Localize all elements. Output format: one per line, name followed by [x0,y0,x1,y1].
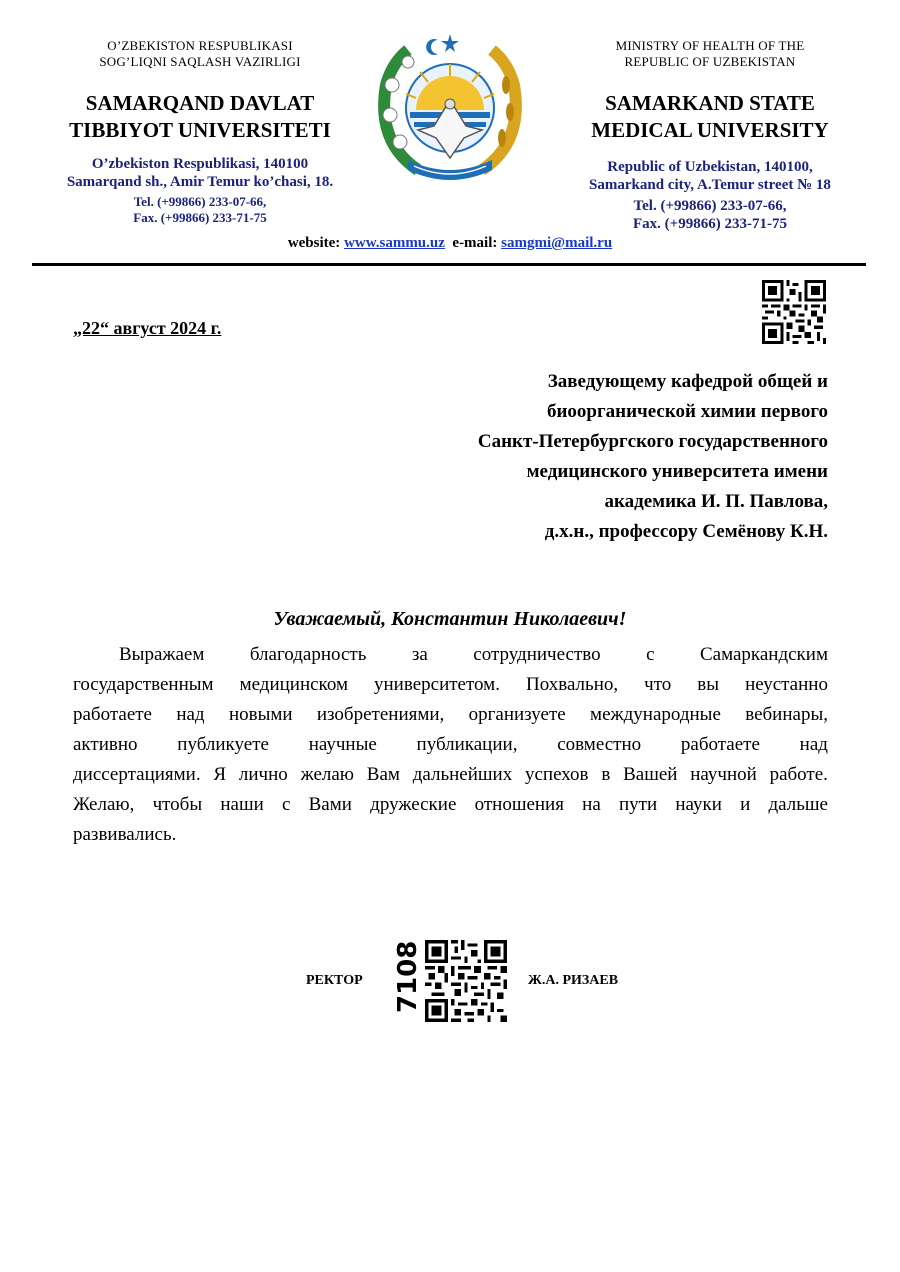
body-word: над [176,704,205,725]
body-word: работаете [680,734,760,755]
fax: Fax. (+99866) 233-71-75 [133,210,267,225]
body-word: благодарность [249,644,367,665]
body-word: Вами [308,794,352,815]
body-word: диссертациями. [73,764,201,785]
ministry-name-uz [40,38,360,70]
body-word: Выражаем [119,644,205,665]
body-word: публикации, [416,734,518,755]
body-line [73,670,828,700]
body-word: научной [690,764,757,785]
body-word: Я [213,764,227,785]
contact-line [0,235,900,252]
ministry-line-1: O’ZBEKISTON RESPUBLIKASI [107,38,293,53]
ministry-line-2: SOG’LIQNI SAQLASH VAZIRLIGI [99,54,301,69]
addressee-line: Санкт-Петербургского государственного [477,431,828,452]
body-word: на [582,794,601,815]
body-line [73,790,828,820]
body-word: Самаркандским [699,644,828,665]
qr-code-signature [425,940,507,1022]
email-link[interactable]: samgmi@mail.ru [501,235,613,251]
body-word: за [411,644,428,665]
body-word: изобретениями, [316,704,445,725]
university-name-en [560,90,860,144]
letter-body [73,640,828,850]
addressee-line: Заведующему кафедрой общей и [547,371,828,392]
body-word: в [601,764,611,785]
addressee-line: академика И. П. Павлова, [604,491,828,512]
addressee-block [420,367,828,547]
body-word: организуете [468,704,566,725]
addressee-line: биоорганической химии первого [546,401,828,422]
body-word: с [281,794,291,815]
body-word: активно [73,734,138,755]
body-word: вебинары, [745,704,828,725]
body-word: сотрудничество [473,644,601,665]
addressee-line: д.х.н., профессору Семёнову К.Н. [544,521,828,542]
university-line-1: SAMARKAND STATE [605,91,815,115]
state-emblem-icon [378,30,522,185]
address-line-2: Samarqand sh., Amir Temur ko’chasi, 18. [66,174,334,190]
address-en [552,158,868,194]
phone: Tel. (+99866) 233-07-66, [633,198,787,214]
body-word: пути [619,794,658,815]
body-word: дальше [768,794,828,815]
university-line-1: SAMARQAND DAVLAT [85,91,315,115]
website-label: website: [287,235,341,251]
state-emblem [378,30,522,185]
body-word: международные [590,704,721,725]
body-line [73,700,828,730]
body-word: отношения [474,794,564,815]
body-word: Похвально, [525,674,619,695]
document-number: 7108 [393,940,423,1013]
ministry-line-2: REPUBLIC OF UZBEKISTAN [624,54,796,69]
signer-title: РЕКТОР [306,973,363,988]
body-word: государственным [73,674,214,695]
body-word: науки [675,794,722,815]
body-word: успехов [525,764,589,785]
letter-date: „22“ август 2024 г. [73,318,222,338]
body-word: новыми [228,704,293,725]
body-word: лично [238,764,288,785]
body-word: с [646,644,655,665]
body-word: что [644,674,672,695]
qr-code-icon [425,940,507,1022]
email-label: e-mail: [452,235,498,251]
header-divider [32,263,866,266]
phone-fax-uz [40,194,360,226]
ministry-name-en [560,38,860,70]
body-word: Вашей [623,764,678,785]
body-word: совместно [557,734,642,755]
body-word: желаю [300,764,354,785]
body-word: научные [308,734,377,755]
address-line-1: Republic of Uzbekistan, 140100, [607,159,813,175]
fax: Fax. (+99866) 233-71-75 [633,216,787,232]
body-word: чтобы [152,794,203,815]
body-word: работаете [73,704,152,725]
university-line-2: MEDICAL UNIVERSITY [591,118,829,142]
university-name-uz [40,90,360,144]
ministry-line-1: MINISTRY OF HEALTH OF THE [615,38,805,53]
body-line [73,730,828,760]
address-line-1: O’zbekiston Respublikasi, 140100 [91,156,309,172]
phone-fax-en [560,197,860,233]
body-word: наши [220,794,264,815]
body-word: вы [697,674,720,695]
body-line: развивались. [73,824,177,845]
body-word: Вам [366,764,400,785]
body-word: университетом. [374,674,500,695]
qr-code-top [762,280,826,344]
body-word: работе. [769,764,828,785]
body-word: дальнейших [412,764,513,785]
address-line-2: Samarkand city, A.Temur street № 18 [589,177,831,193]
university-line-2: TIBBIYOT UNIVERSITETI [69,118,331,142]
qr-code-icon [762,280,826,344]
body-word: дружеские [370,794,457,815]
phone: Tel. (+99866) 233-07-66, [133,194,267,209]
address-uz [40,155,360,191]
body-word: публикуете [177,734,269,755]
salutation: Уважаемый, Константин Николаевич! [273,608,627,630]
body-word: над [799,734,828,755]
signer-name: Ж.А. РИЗАЕВ [528,973,619,988]
body-word: Желаю, [73,794,135,815]
body-line [73,640,828,670]
body-word: и [740,794,751,815]
body-word: неустанно [745,674,828,695]
body-word: медицинском [239,674,348,695]
website-link[interactable]: www.sammu.uz [344,235,445,251]
body-line [73,760,828,790]
addressee-line: медицинского университета имени [526,461,828,482]
